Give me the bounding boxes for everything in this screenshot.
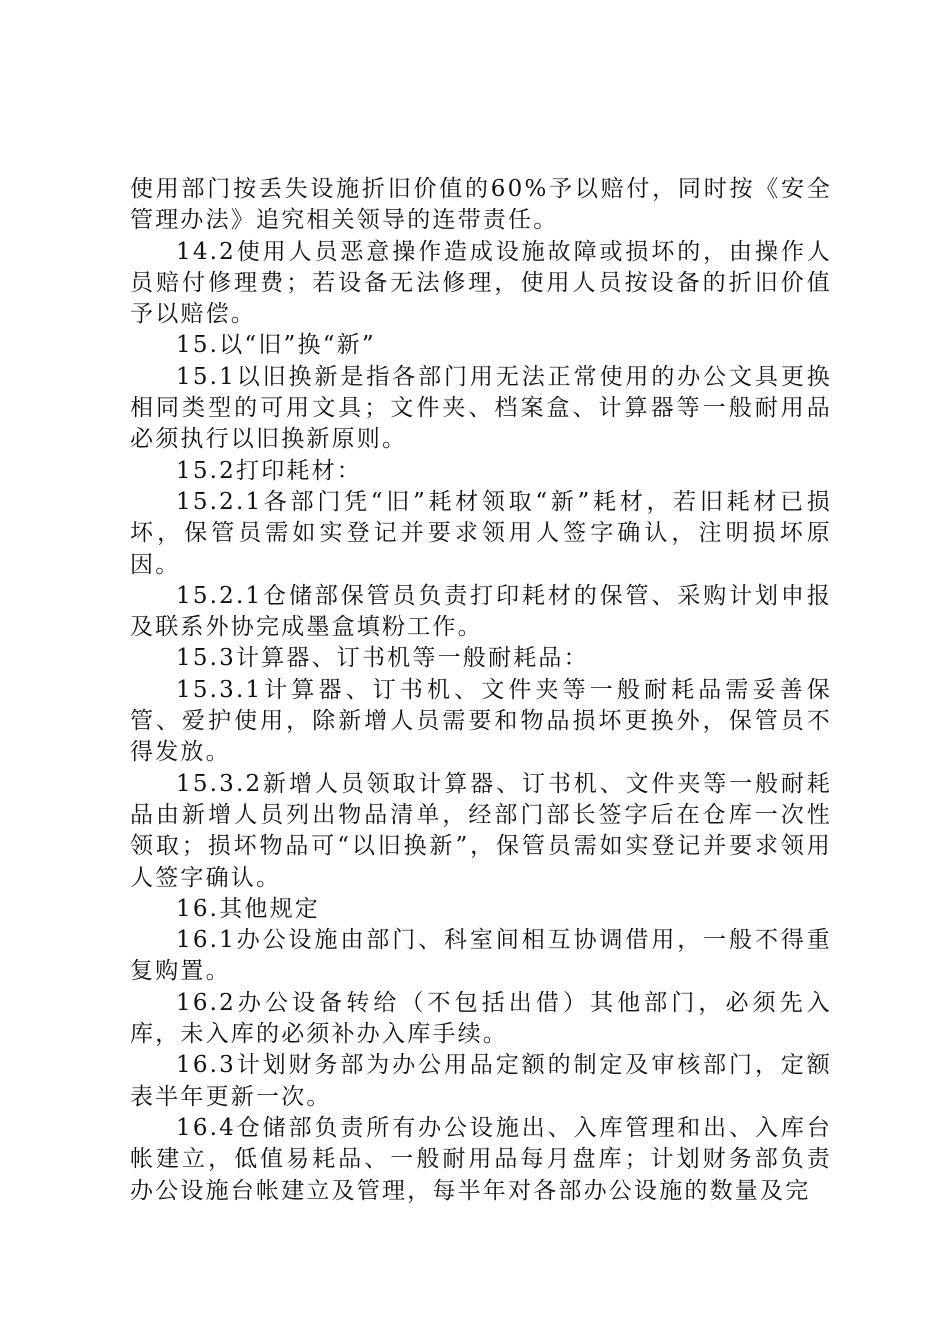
paragraph: 15.3.2新增人员领取计算器、订书机、文件夹等一般耐耗品由新增人员列出物品清单，经部门部长签字后在仓库一次性领取；损坏物品可“以旧换新”，保管员需如实登记并要求领用人签字确认。	[130, 770, 832, 891]
paragraph: 14.2使用人员恶意操作造成设施故障或损坏的，由操作人员赔付修理费；若设备无法修理，使用人员按设备的折旧价值予以赔偿。	[130, 238, 832, 328]
subsection-heading: 15.2打印耗材：	[176, 457, 363, 484]
paragraph: 15.3.1计算器、订书机、文件夹等一般耐耗品需妥善保管、爱护使用，除新增人员需要和物品损坏更换外，保管员不得发放。	[130, 676, 832, 766]
section-heading: 16.其他规定	[176, 895, 320, 922]
paragraph: 15.1以旧换新是指各部门用无法正常使用的办公文具更换相同类型的可用文具；文件夹、档案盒、计算器等一般耐用品必须执行以旧换新原则。	[130, 363, 832, 453]
paragraph: 使用部门按丢失设施折旧价值的60%予以赔付，同时按《安全管理办法》追究相关领导的连带责任。	[130, 176, 832, 234]
paragraph: 15.2.1仓储部保管员负责打印耗材的保管、采购计划申报及联系外协完成墨盒填粉工作。	[130, 582, 832, 641]
paragraph: 16.1办公设施由部门、科室间相互协调借用，一般不得重复购置。	[130, 927, 832, 985]
subsection-heading: 15.3计算器、订书机等一般耐耗品：	[176, 645, 589, 672]
section-heading: 15.以“旧”换“新”	[176, 332, 376, 359]
paragraph: 15.2.1各部门凭“旧”耗材领取“新”耗材，若旧耗材已损坏，保管员需如实登记并要求领用人签字确认，注明损坏原因。	[130, 488, 832, 578]
paragraph: 16.3计划财务部为办公用品定额的制定及审核部门，定额表半年更新一次。	[130, 1052, 832, 1110]
paragraph: 16.2办公设备转给（不包括出借）其他部门，必须先入库，未入库的必须补办入库手续。	[130, 989, 832, 1048]
paragraph: 16.4仓储部负责所有办公设施出、入库管理和出、入库台帐建立，低值易耗品、一般耐用品每月盘库；计划财务部负责办公设施台帐建立及管理，每半年对各部办公设施的数量及完	[130, 1114, 832, 1204]
document-body	[130, 174, 832, 1207]
